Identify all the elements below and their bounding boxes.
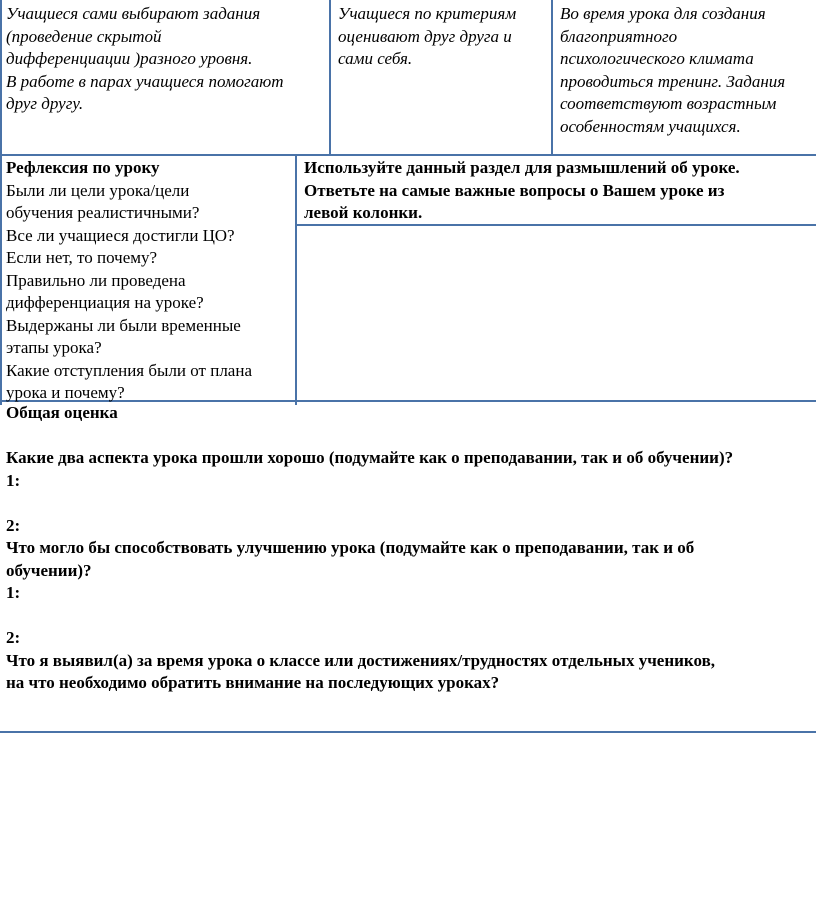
spacer	[6, 605, 816, 628]
reflection-questions-cell	[6, 157, 294, 405]
answer-number: 1:	[6, 583, 21, 602]
overall-question-3-cont: на что необходимо обратить внимание на последующих уроках?	[6, 673, 500, 692]
answer-number: 1:	[6, 470, 21, 490]
reflection-title: Рефлексия по уроку	[6, 158, 160, 177]
reflection-question: Все ли учащиеся достигли ЦО?	[6, 225, 235, 245]
table-bottom-border	[0, 731, 816, 733]
text-line: дифференциации )разного уровня.	[6, 49, 253, 68]
text-line: Учащиеся сами выбирают задания	[6, 4, 261, 23]
top-row-bottom-border	[0, 154, 816, 156]
reflection-question: урока и почему?	[6, 383, 125, 402]
instruction-line: Используйте данный раздел для размышлений об уроке.	[304, 158, 740, 177]
overall-title: Общая оценка	[6, 403, 118, 422]
top-row-cell-assessment	[338, 3, 550, 71]
text-line: сами себя.	[338, 49, 413, 68]
answer-number: 2:	[6, 628, 21, 647]
reflection-question: Какие отступления были от плана	[6, 360, 252, 380]
table-border-left	[0, 0, 2, 405]
instruction-line: Ответьте на самые важные вопросы о Вашем уроке из	[304, 180, 725, 200]
overall-question-2: Что могло бы способствовать улучшению урока (подумайте как о преподавании, так и об	[6, 538, 695, 557]
reflection-question: Правильно ли проведена	[6, 270, 186, 290]
text-line: проводиться тренинг. Задания	[560, 71, 786, 91]
text-line: В работе в парах учащиеся помогают	[6, 71, 284, 91]
top-row-cell-differentiation	[6, 3, 328, 116]
reflection-question: Выдержаны ли были временные	[6, 315, 241, 335]
text-line: (проведение скрытой	[6, 26, 162, 46]
overall-question-2-cont: обучении)?	[6, 560, 92, 580]
instruction-line: левой колонки.	[304, 203, 423, 222]
reflection-instruction-cell	[304, 157, 816, 225]
top-row-divider-1	[329, 0, 331, 155]
reflection-question: Если нет, то почему?	[6, 248, 158, 267]
reflection-answer-area[interactable]	[297, 226, 816, 400]
answer-number: 2:	[6, 515, 21, 535]
text-line: Во время урока для создания	[560, 4, 766, 23]
reflection-question: обучения реалистичными?	[6, 203, 200, 222]
overall-assessment-cell	[6, 402, 816, 695]
top-row-divider-2	[551, 0, 553, 155]
reflection-question: Были ли цели урока/цели	[6, 180, 190, 200]
text-line: Учащиеся по критериям	[338, 4, 517, 23]
text-line: оценивают друг друга и	[338, 26, 512, 46]
text-line: благоприятного	[560, 26, 678, 46]
text-line: особенностям учащихся.	[560, 116, 741, 136]
overall-question-1: Какие два аспекта урока прошли хорошо (подумайте как о преподавании, так и об обучении)?	[6, 448, 734, 467]
overall-question-3: Что я выявил(а) за время урока о классе или достижениях/трудностях отдельных учеников,	[6, 650, 715, 670]
text-line: соответствуют возрастным	[560, 94, 777, 113]
text-line: психологического климата	[560, 49, 754, 68]
top-row-cell-climate	[560, 3, 816, 138]
text-line: друг другу.	[6, 94, 84, 113]
reflection-question: этапы урока?	[6, 338, 102, 357]
reflection-question: дифференциация на уроке?	[6, 293, 204, 312]
spacer	[6, 425, 816, 448]
spacer	[6, 492, 816, 515]
